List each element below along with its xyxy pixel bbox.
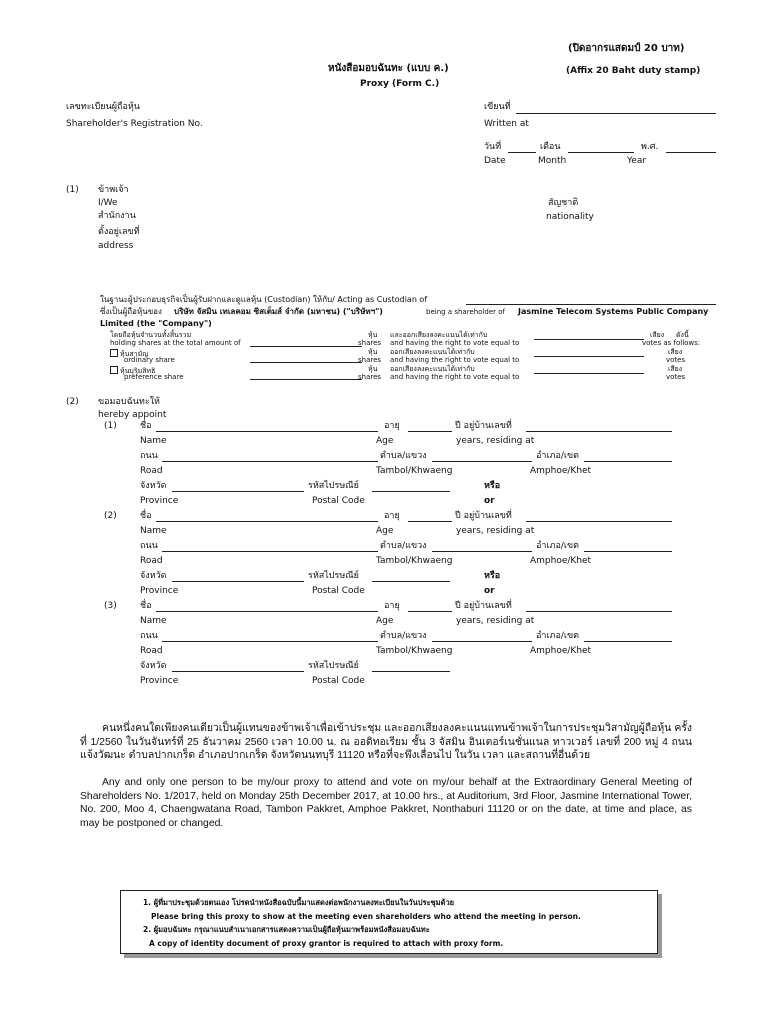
proxy3-address-field[interactable] — [526, 611, 672, 612]
address-label-th: ตั้งอยู่เลขที่ — [98, 227, 140, 237]
proxy1-road-th: ถนน — [140, 451, 158, 461]
proxy1-name-th: ชื่อ — [140, 421, 152, 431]
custodian-line: ในฐานะผู้ประกอบธุรกิจเป็นผู้รับฝากและดูแลหุ้น (Custodian) ให้กับ/ Acting as Custodian of — [100, 295, 428, 304]
company-name-th: บริษัท จัสมิน เทเลคอม ซิสเต็มส์ จำกัด (มหาชน) ("บริษัทฯ") — [174, 307, 383, 316]
ordinary-checkbox[interactable] — [110, 349, 118, 357]
proxy3-postal-field[interactable] — [372, 671, 450, 672]
preference-checkbox[interactable] — [110, 366, 118, 374]
date-label-en: Date — [484, 156, 506, 166]
proxy2-province-field[interactable] — [172, 581, 304, 582]
proxy2-name-th: ชื่อ — [140, 511, 152, 521]
section2-number: (2) — [66, 397, 79, 407]
total-shares-field[interactable] — [250, 346, 362, 347]
proxy2-years-th: ปี อยู่บ้านเลขที่ — [455, 511, 512, 521]
votes-th-2: ออกเสียงลงคะแนนได้เท่ากับ — [390, 348, 475, 356]
proxy3-road-field[interactable] — [162, 641, 378, 642]
proxy2-name-field[interactable] — [156, 521, 378, 522]
year-label-th: พ.ศ. — [641, 142, 659, 152]
proxy3-postal-en: Postal Code — [312, 676, 365, 686]
proxy1-age-th: อายุ — [384, 421, 400, 431]
proxy2-postal-field[interactable] — [372, 581, 450, 582]
company-name-en: Jasmine Telecom Systems Public Company — [518, 307, 709, 316]
proxy1-name-field[interactable] — [156, 431, 378, 432]
iwe-label-th: ข้าพเจ้า — [98, 185, 129, 195]
month-label-en: Month — [538, 156, 567, 166]
proxy1-amphoe-th: อำเภอ/เขต — [536, 451, 579, 461]
proxy2-road-field[interactable] — [162, 551, 378, 552]
shares-th-2: หุ้น — [368, 348, 378, 356]
form-title-en: Proxy (Form C.) — [360, 79, 440, 89]
proxy1-postal-en: Postal Code — [312, 496, 365, 506]
year-label-en: Year — [627, 156, 647, 166]
proxy1-postal-field[interactable] — [372, 491, 450, 492]
authorization-paragraph-th: คนหนึ่งคนใดเพียงคนเดียวเป็นผู้แทนของข้าพเจ้าเพื่อเข้าประชุม และออกเสียงลงคะแนนแทนข้าพเจ้าในการประชุมวิสามัญผู้ถือหุ้น ครั้งที่ 1/2560 ในวันจันทร์ที่ 25 ธันวาคม 2560 เวลา 10.00 น. ณ ออดิทอเรียม ชั้น 3 จัสมิน อินเตอร์เนชั่นแนล ทาวเวอร์ เลขที่ 200 หมู่ 4 ถนนแจ้งวัฒนะ ตำบลปากเกร็ด อำเภอปากเกร็ด จังหวัดนนทบุรี 11120 หรือที่จะพึงเลื่อนไป ในวัน เวลา และสถานที่อื่นด้วย — [80, 723, 692, 762]
votes-en-2: and having the right to vote equal to — [390, 356, 520, 364]
proxy2-number: (2) — [104, 511, 117, 521]
total-votes-field[interactable] — [534, 339, 644, 340]
votes-th-1: และออกเสียงลงคะแนนได้เท่ากับ — [390, 331, 488, 339]
proxy2-tambol-field[interactable] — [432, 551, 532, 552]
address-label-en: address — [98, 241, 134, 251]
notice-2-en: A copy of identity document of proxy grantor is required to attach with proxy form. — [149, 939, 504, 948]
proxy3-tambol-th: ตำบล/แขวง — [380, 631, 427, 641]
proxy2-address-field[interactable] — [526, 521, 672, 522]
proxy3-road-en: Road — [140, 646, 163, 656]
appoint-label-en: hereby appoint — [98, 410, 167, 420]
proxy1-province-th: จังหวัด — [140, 481, 167, 491]
ordinary-label-en: ordinary share — [124, 356, 175, 364]
notice-2-th: 2. ผู้มอบฉันทะ กรุณาแนบสำเนาเอกสารแสดงความเป็นผู้ถือหุ้นมาพร้อมหนังสือมอบฉันทะ — [143, 925, 430, 934]
ordinary-shares-field[interactable] — [250, 362, 362, 363]
proxy3-province-field[interactable] — [172, 671, 304, 672]
proxy1-province-field[interactable] — [172, 491, 304, 492]
stamp-note-th: (ปิดอากรแสดมป์ 20 บาท) — [568, 43, 685, 54]
proxy1-years-en: years, residing at — [456, 436, 535, 446]
proxy1-postal-th: รหัสไปรษณีย์ — [308, 481, 359, 491]
votes-en-word-2: votes — [666, 356, 686, 364]
preference-label-th: หุ้นบุริมสิทธิ — [120, 367, 156, 375]
proxy3-province-en: Province — [140, 676, 179, 686]
proxy3-age-th: อายุ — [384, 601, 400, 611]
proxy3-years-en: years, residing at — [456, 616, 535, 626]
shares-en-2: shares — [358, 356, 382, 364]
proxy1-address-field[interactable] — [526, 431, 672, 432]
section1-number: (1) — [66, 185, 79, 195]
proxy2-or-en: or — [484, 586, 495, 596]
proxy2-age-field[interactable] — [408, 521, 452, 522]
proxy1-road-field[interactable] — [162, 461, 378, 462]
preference-shares-field[interactable] — [250, 379, 362, 380]
proxy3-age-en: Age — [376, 616, 394, 626]
proxy3-name-th: ชื่อ — [140, 601, 152, 611]
voice-th-1: เสียง — [650, 331, 665, 339]
proxy2-years-en: years, residing at — [456, 526, 535, 536]
year-field[interactable] — [666, 152, 716, 153]
written-at-label-th: เขียนที่ — [484, 102, 511, 112]
proxy3-amphoe-en: Amphoe/Khet — [530, 646, 592, 656]
votes-en-3: and having the right to vote equal to — [390, 373, 520, 381]
preference-label-en: preference share — [124, 373, 184, 381]
proxy3-tambol-en: Tambol/Khwaeng — [376, 646, 453, 656]
appoint-label-th: ขอมอบฉันทะให้ — [98, 397, 160, 407]
proxy3-tambol-field[interactable] — [432, 641, 532, 642]
votes-as-follows-en: votes as follows: — [642, 339, 701, 347]
written-at-label-en: Written at — [484, 119, 529, 129]
iwe-label-en: I/We — [98, 198, 118, 208]
proxy3-number: (3) — [104, 601, 117, 611]
proxy2-postal-en: Postal Code — [312, 586, 365, 596]
proxy1-tambol-field[interactable] — [432, 461, 532, 462]
proxy2-amphoe-th: อำเภอ/เขต — [536, 541, 579, 551]
proxy1-years-th: ปี อยู่บ้านเลขที่ — [455, 421, 512, 431]
proxy1-amphoe-field[interactable] — [584, 461, 672, 462]
proxy1-province-en: Province — [140, 496, 179, 506]
date-field[interactable] — [508, 152, 536, 153]
nationality-label-en: nationality — [546, 212, 594, 222]
proxy3-years-th: ปี อยู่บ้านเลขที่ — [455, 601, 512, 611]
proxy1-age-field[interactable] — [408, 431, 452, 432]
proxy1-tambol-en: Tambol/Khwaeng — [376, 466, 453, 476]
month-label-th: เดือน — [540, 142, 561, 152]
total-shares-th: โดยถือหุ้นจำนวนทั้งสิ้นรวม — [110, 331, 192, 339]
proxy2-road-th: ถนน — [140, 541, 158, 551]
notice-box — [120, 890, 658, 954]
proxy3-age-field[interactable] — [408, 611, 452, 612]
office-label-th: สำนักงาน — [98, 211, 136, 221]
nationality-label-th: สัญชาติ — [548, 198, 579, 208]
stamp-note-en: (Affix 20 Baht duty stamp) — [566, 66, 701, 76]
proxy2-age-th: อายุ — [384, 511, 400, 521]
proxy3-name-en: Name — [140, 616, 167, 626]
proxy3-amphoe-th: อำเภอ/เขต — [536, 631, 579, 641]
date-label-th: วันที่ — [484, 142, 502, 152]
shares-th-3: หุ้น — [368, 365, 378, 373]
proxy2-amphoe-en: Amphoe/Khet — [530, 556, 592, 566]
ordinary-votes-field[interactable] — [534, 356, 644, 357]
company-name-en-2: Limited (the "Company") — [100, 319, 212, 328]
proxy3-road-th: ถนน — [140, 631, 158, 641]
proxy2-or-th: หรือ — [484, 571, 501, 581]
voice-th-3: เสียง — [668, 365, 683, 373]
custodian-field[interactable] — [466, 304, 716, 305]
proxy2-province-th: จังหวัด — [140, 571, 167, 581]
preference-votes-field[interactable] — [534, 373, 644, 374]
proxy3-province-th: จังหวัด — [140, 661, 167, 671]
proxy2-tambol-th: ตำบล/แขวง — [380, 541, 427, 551]
proxy2-postal-th: รหัสไปรษณีย์ — [308, 571, 359, 581]
registration-label-th: เลขทะเบียนผู้ถือหุ้น — [66, 102, 140, 112]
proxy2-tambol-en: Tambol/Khwaeng — [376, 556, 453, 566]
votes-en-1: and having the right to vote equal to — [390, 339, 520, 347]
being-shareholder-en: being a shareholder of — [426, 308, 505, 316]
proxy2-amphoe-field[interactable] — [584, 551, 672, 552]
shares-en-1: shares — [358, 339, 382, 347]
voice-th-2: เสียง — [668, 348, 683, 356]
authorization-paragraph-en: Any and only one person to be my/our proxy to attend and vote on my/our behalf at the Extraordinary General Meeting of Shareholders No. 1/2017, held on Monday 25th December 2017, at 10.00 hrs., at Auditorium, 3rd Floor, Jasmine International Tower, No. 200, Moo 4, Chaengwatana Road, Tambon Pakkret, Amphoe Pakkret, Nonthaburi 11120 or on the date, at time and place, as may be postponed or changed. — [80, 777, 692, 829]
proxy2-road-en: Road — [140, 556, 163, 566]
proxy2-province-en: Province — [140, 586, 179, 596]
shares-th-1: หุ้น — [368, 331, 378, 339]
proxy3-amphoe-field[interactable] — [584, 641, 672, 642]
written-at-field[interactable] — [516, 113, 716, 114]
proxy1-tambol-th: ตำบล/แขวง — [380, 451, 427, 461]
notice-1-th: 1. ผู้ที่มาประชุมด้วยตนเอง โปรดนำหนังสือฉบับนี้มาแสดงต่อพนักงานลงทะเบียนในวันประชุมด้วย — [143, 898, 455, 907]
proxy1-amphoe-en: Amphoe/Khet — [530, 466, 592, 476]
proxy3-name-field[interactable] — [156, 611, 378, 612]
form-title-th: หนังสือมอบฉันทะ (แบบ ค.) — [328, 63, 449, 74]
proxy1-or-en: or — [484, 496, 495, 506]
proxy1-name-en: Name — [140, 436, 167, 446]
shareholder-of-th: ซึ่งเป็นผู้ถือหุ้นของ — [100, 307, 162, 316]
month-field[interactable] — [568, 152, 634, 153]
proxy1-number: (1) — [104, 421, 117, 431]
votes-en-word-3: votes — [666, 373, 686, 381]
as-follows-th: ดังนี้ — [676, 331, 689, 339]
shares-en-3: shares — [358, 373, 382, 381]
proxy3-postal-th: รหัสไปรษณีย์ — [308, 661, 359, 671]
proxy1-age-en: Age — [376, 436, 394, 446]
registration-label-en: Shareholder's Registration No. — [66, 119, 203, 129]
ordinary-label-th: หุ้นสามัญ — [120, 350, 149, 358]
proxy2-age-en: Age — [376, 526, 394, 536]
proxy2-name-en: Name — [140, 526, 167, 536]
proxy1-or-th: หรือ — [484, 481, 501, 491]
total-shares-en: holding shares at the total amount of — [110, 339, 241, 347]
proxy1-road-en: Road — [140, 466, 163, 476]
notice-1-en: Please bring this proxy to show at the meeting even shareholders who attend the meeting in person. — [151, 912, 581, 921]
votes-th-3: ออกเสียงลงคะแนนได้เท่ากับ — [390, 365, 475, 373]
